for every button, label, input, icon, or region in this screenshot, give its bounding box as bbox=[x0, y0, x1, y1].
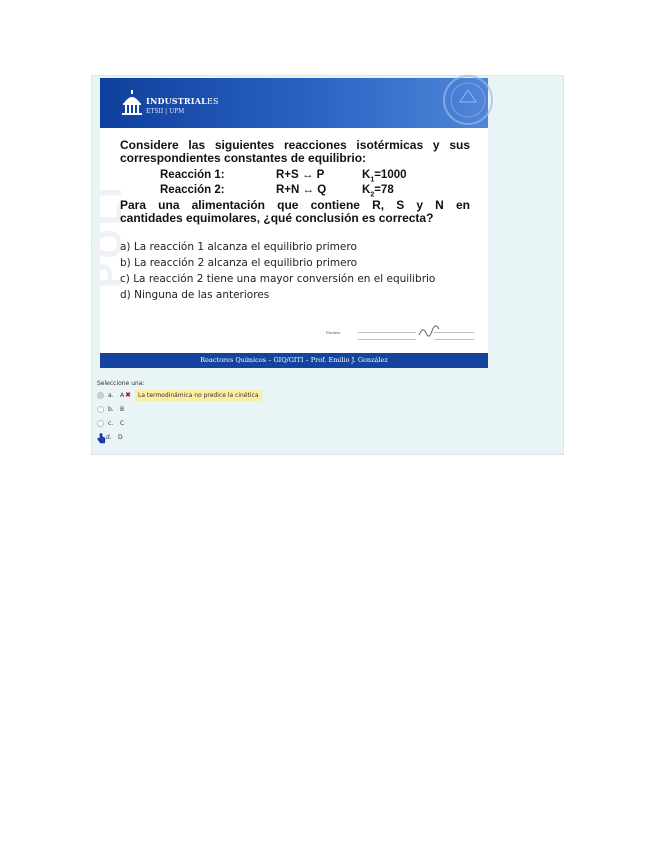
source-institution-2 bbox=[434, 332, 474, 340]
question-text-line1: Considere las siguientes reacciones isotérmicas y sus bbox=[120, 138, 470, 152]
reaction-2-equation: R+N ↔ Q bbox=[276, 184, 327, 196]
feedback-message: La termodinámica no predice la cinética bbox=[135, 390, 262, 401]
answer-option-b[interactable]: b. B bbox=[97, 405, 124, 415]
signature-logo-icon bbox=[418, 325, 440, 339]
brand-name: INDUSTRIALES bbox=[146, 96, 219, 106]
university-seal-icon bbox=[432, 80, 488, 126]
radio-a[interactable] bbox=[97, 392, 104, 399]
question-text-line4: cantidades equimolares, ¿qué conclusión es correcta? bbox=[120, 211, 434, 225]
slide-header bbox=[100, 78, 488, 128]
answer-option-d[interactable]: d. D bbox=[106, 434, 123, 441]
reaction-1-label: Reacción 1: bbox=[160, 169, 225, 181]
hand-cursor-icon bbox=[97, 433, 106, 444]
reaction-2-label: Reacción 2: bbox=[160, 184, 225, 196]
brand-subtitle: ETSII | UPM bbox=[146, 108, 185, 115]
dome-logo-icon bbox=[121, 90, 143, 116]
source-institution-1 bbox=[358, 332, 416, 340]
question-slide-image bbox=[88, 78, 488, 368]
slide-option-d: d) Ninguna de las anteriores bbox=[120, 289, 270, 301]
answer-option-a[interactable]: a. A✖ bbox=[97, 390, 131, 400]
reaction-1-equation: R+S ↔ P bbox=[276, 169, 325, 181]
radio-c[interactable] bbox=[97, 420, 104, 427]
select-one-prompt: Seleccione una: bbox=[97, 380, 145, 387]
slide-option-a: a) La reacción 1 alcanza el equilibrio primero bbox=[120, 241, 357, 253]
source-label: Fuente: bbox=[326, 330, 342, 335]
reaction-1-constant: $K_1=1000$ bbox=[362, 169, 407, 184]
question-text-line3: Para una alimentación que contiene R, S y N en bbox=[120, 198, 470, 212]
slide-watermark: POLI bbox=[88, 183, 130, 288]
answer-option-c[interactable]: c. C bbox=[97, 419, 124, 429]
slide-option-c: c) La reacción 2 tiene una mayor conversión en el equilibrio bbox=[120, 273, 436, 285]
reaction-2-constant: $K_2=78$ bbox=[362, 184, 394, 199]
slide-footer: Reactores Químicos – GIQ/GITI – Prof. Emilio J. González bbox=[100, 353, 488, 368]
incorrect-mark-icon: ✖ bbox=[125, 391, 131, 399]
radio-b[interactable] bbox=[97, 406, 104, 413]
question-text-line2: correspondientes constantes de equilibrio: bbox=[120, 151, 367, 165]
slide-option-b: b) La reacción 2 alcanza el equilibrio primero bbox=[120, 257, 358, 269]
